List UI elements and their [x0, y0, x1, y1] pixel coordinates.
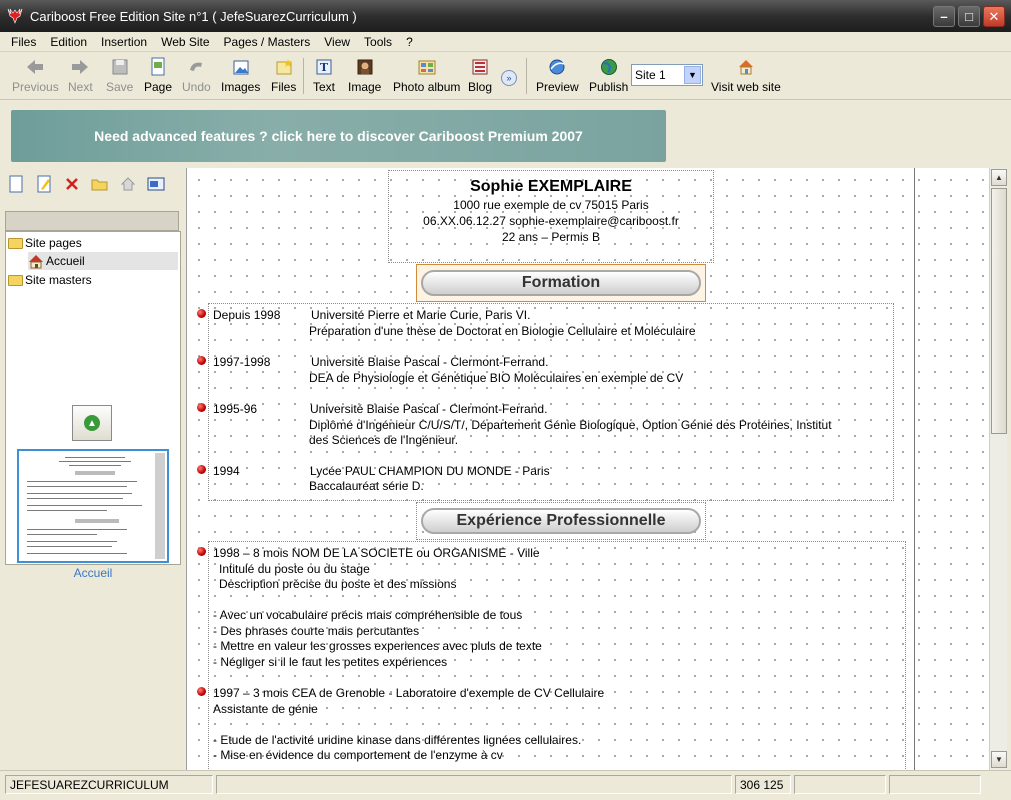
experience-line: Assistante de génie	[213, 702, 318, 716]
floppy-disk-icon	[109, 56, 131, 78]
banner-area	[0, 101, 1011, 167]
scrollbar-thumb[interactable]	[991, 188, 1007, 434]
formation-line: Lycée PAUL CHAMPION DU MONDE - Paris	[310, 464, 550, 478]
photo-album-icon	[416, 56, 438, 78]
page-editor-canvas[interactable]	[186, 168, 989, 770]
scroll-up-icon[interactable]: ▲	[991, 169, 1007, 186]
save-button[interactable]	[106, 56, 133, 94]
premium-banner[interactable]: Need advanced features ? click here to discover Cariboost Premium 2007	[11, 110, 666, 162]
site-select-value: Site 1	[635, 68, 666, 82]
files-button[interactable]	[271, 56, 296, 94]
scroll-down-icon[interactable]: ▼	[991, 751, 1007, 768]
preview-button[interactable]	[536, 56, 579, 94]
window-title: Cariboost Free Edition Site n°1 ( JefeSuarezCurriculum )	[30, 8, 357, 24]
formation-line: des Sciences de l'Ingénieur.	[309, 433, 459, 447]
images-icon	[230, 56, 252, 78]
blog-icon	[469, 56, 491, 78]
home-icon	[28, 254, 44, 269]
bullet-icon	[197, 547, 206, 556]
tree-item-label: Site pages	[25, 236, 82, 250]
images-button[interactable]	[221, 56, 260, 94]
previous-label: Previous	[12, 80, 59, 94]
window-controls	[933, 6, 1005, 27]
undo-button[interactable]	[182, 56, 211, 94]
formation-line: Université Blaise Pascal - Clermont-Ferrand.	[311, 355, 549, 369]
cv-name: Sophie EXEMPLAIRE	[470, 178, 632, 195]
status-empty-cell	[794, 775, 886, 794]
new-page-icon[interactable]	[6, 174, 26, 194]
tree-item-label: Site masters	[25, 273, 92, 287]
menu-view[interactable]: View	[324, 34, 351, 49]
page-thumbnail[interactable]	[17, 449, 169, 563]
maximize-button[interactable]: □	[958, 6, 980, 27]
cariboost-logo-icon	[6, 7, 24, 25]
new-page-icon	[147, 56, 169, 78]
blog-label: Blog	[468, 80, 493, 94]
status-coordinates: 306 125	[735, 775, 791, 794]
close-button[interactable]: ✕	[983, 6, 1005, 27]
left-panel	[0, 168, 186, 770]
image-button[interactable]	[348, 56, 381, 94]
edit-page-icon[interactable]	[34, 174, 54, 194]
visit-web-site-button[interactable]	[711, 56, 781, 94]
text-icon	[313, 56, 335, 78]
menu-edition[interactable]: Edition	[50, 34, 88, 49]
formation-line: Université Blaise Pascal - Clermont-Ferrand.	[310, 402, 548, 416]
experience-line: - Négliger si il le faut les petites expériences	[213, 655, 448, 669]
preview-globe-icon	[546, 56, 568, 78]
move-up-button[interactable]	[72, 405, 112, 441]
status-bar	[0, 770, 1011, 800]
undo-label: Undo	[182, 80, 211, 94]
status-project-name: JEFESUAREZCURRICULUM	[5, 775, 213, 794]
page-tools	[6, 174, 166, 194]
status-empty-cell	[889, 775, 981, 794]
menu-help[interactable]: ?	[406, 34, 413, 49]
bullet-icon	[197, 356, 206, 365]
home-icon	[735, 56, 757, 78]
folder-icon	[8, 238, 23, 249]
formation-date: 1994	[213, 464, 240, 478]
image-label: Image	[348, 80, 382, 94]
properties-icon[interactable]	[146, 174, 166, 194]
tree-item-site-masters[interactable]	[8, 271, 92, 289]
publish-globe-icon	[598, 56, 620, 78]
experience-title: Expérience Professionnelle	[421, 508, 701, 534]
folder-icon	[8, 275, 23, 286]
cv-contact: 06.XX.06.12.27 sophie-exemplaire@cariboost.fr	[423, 214, 679, 228]
visit-web-site-label: Visit web site	[711, 80, 781, 94]
formation-date: 1995-96	[213, 402, 258, 416]
tree-item-label: Accueil	[46, 254, 85, 268]
blog-button[interactable]	[468, 56, 492, 94]
experience-line: Intitulé du poste ou du stage	[219, 562, 370, 576]
site-select[interactable]	[631, 64, 703, 86]
menu-pages-masters[interactable]: Pages / Masters	[223, 34, 311, 49]
next-label: Next	[68, 80, 93, 94]
header-text-block[interactable]	[388, 170, 714, 263]
formation-title: Formation	[421, 270, 701, 296]
files-label: Files	[271, 80, 297, 94]
files-star-icon	[273, 56, 295, 78]
arrow-up-icon: ▲	[84, 415, 100, 431]
text-label: Text	[313, 80, 336, 94]
page-button[interactable]	[144, 56, 172, 94]
experience-title-block[interactable]	[416, 502, 706, 540]
toolbar	[0, 52, 1011, 100]
experience-line: - Avec un vocabulaire précis mais compréhensible de tous	[213, 608, 523, 622]
tree-item-site-pages[interactable]	[8, 234, 82, 252]
vertical-scrollbar[interactable]	[989, 168, 1007, 770]
experience-line: - Des phrases courte mais percutantes	[213, 624, 420, 638]
open-folder-icon[interactable]	[90, 174, 110, 194]
status-empty-cell	[216, 775, 732, 794]
images-label: Images	[221, 80, 261, 94]
toolbar-separator	[303, 58, 304, 94]
page-margin-line	[914, 168, 915, 770]
photo-album-label: Photo album	[393, 80, 461, 94]
experience-line: - Mettre en valeur les grosses experiences avec pluls de texte	[213, 639, 542, 653]
experience-head: 1998 – 8 mois NOM DE LA SOCIETE ou ORGANISME - Ville	[213, 546, 540, 560]
bullet-icon	[197, 465, 206, 474]
tree-item-accueil[interactable]	[28, 252, 178, 270]
toolbar-separator	[526, 58, 527, 94]
publish-label: Publish	[589, 80, 629, 94]
minimize-button[interactable]: –	[933, 6, 955, 27]
cv-age: 22 ans – Permis B	[501, 230, 601, 244]
portrait-image-icon	[354, 56, 376, 78]
formation-line: Baccalauréat série D.	[309, 479, 424, 493]
home-page-icon[interactable]	[118, 174, 138, 194]
formation-title-block[interactable]	[416, 264, 706, 302]
text-button[interactable]	[313, 56, 335, 94]
publish-button[interactable]	[589, 56, 628, 94]
menu-bar	[0, 32, 1011, 52]
bullet-icon	[197, 309, 206, 318]
formation-line: Université Pierre et Marie Curie, Paris VI.	[311, 308, 531, 322]
menu-insertion[interactable]: Insertion	[101, 34, 148, 49]
formation-line: Préparation d'une thèse de Doctorat en Biologie Cellulaire et Moléculaire	[309, 324, 696, 338]
cv-address: 1000 rue exemple de cv 75015 Paris	[453, 198, 649, 212]
undo-arrow-icon	[185, 56, 207, 78]
formation-line: DEA de Physiologie et Génétique BIO Moléculaires en exemple de CV	[309, 371, 684, 385]
preview-label: Preview	[536, 80, 579, 94]
title-bar	[0, 0, 1011, 32]
svg-text:T: T	[319, 61, 329, 74]
formation-date: 1997-1998	[213, 355, 271, 369]
chevron-down-icon[interactable]: »	[501, 70, 517, 86]
next-button[interactable]	[68, 56, 93, 94]
menu-web-site[interactable]: Web Site	[161, 34, 210, 49]
experience-line: Description précise du poste et des missions	[219, 577, 457, 591]
menu-tools[interactable]: Tools	[364, 34, 393, 49]
experience-head: 1997 – 3 mois CEA de Grenoble - Laboratoire d'exemple de CV Cellulaire	[213, 686, 605, 700]
page-label: Page	[144, 80, 173, 94]
tree-header	[5, 211, 179, 231]
experience-line: - Mise en évidence du comportement de l'enzyme à cv	[213, 748, 503, 762]
arrow-right-icon	[69, 56, 91, 78]
thumbnail-label[interactable]: Accueil	[73, 566, 113, 580]
chevron-down-icon[interactable]: ▼	[684, 66, 701, 84]
bullet-icon	[197, 403, 206, 412]
bullet-icon	[197, 687, 206, 696]
delete-icon[interactable]	[62, 174, 82, 194]
formation-date: Depuis 1998	[213, 308, 281, 322]
photo-album-button[interactable]	[393, 56, 460, 94]
arrow-left-icon	[24, 56, 46, 78]
menu-files[interactable]: Files	[11, 34, 37, 49]
save-label: Save	[106, 80, 134, 94]
formation-line: Diplômé d'Ingénieur C/U/S/T/, Département Génie Biologique, Option Génie des Protéines, Institut	[309, 418, 832, 432]
experience-line: - Etude de l'activité uridine kinase dans différentes lignées cellulaires.	[213, 733, 582, 747]
previous-button[interactable]	[12, 56, 59, 94]
